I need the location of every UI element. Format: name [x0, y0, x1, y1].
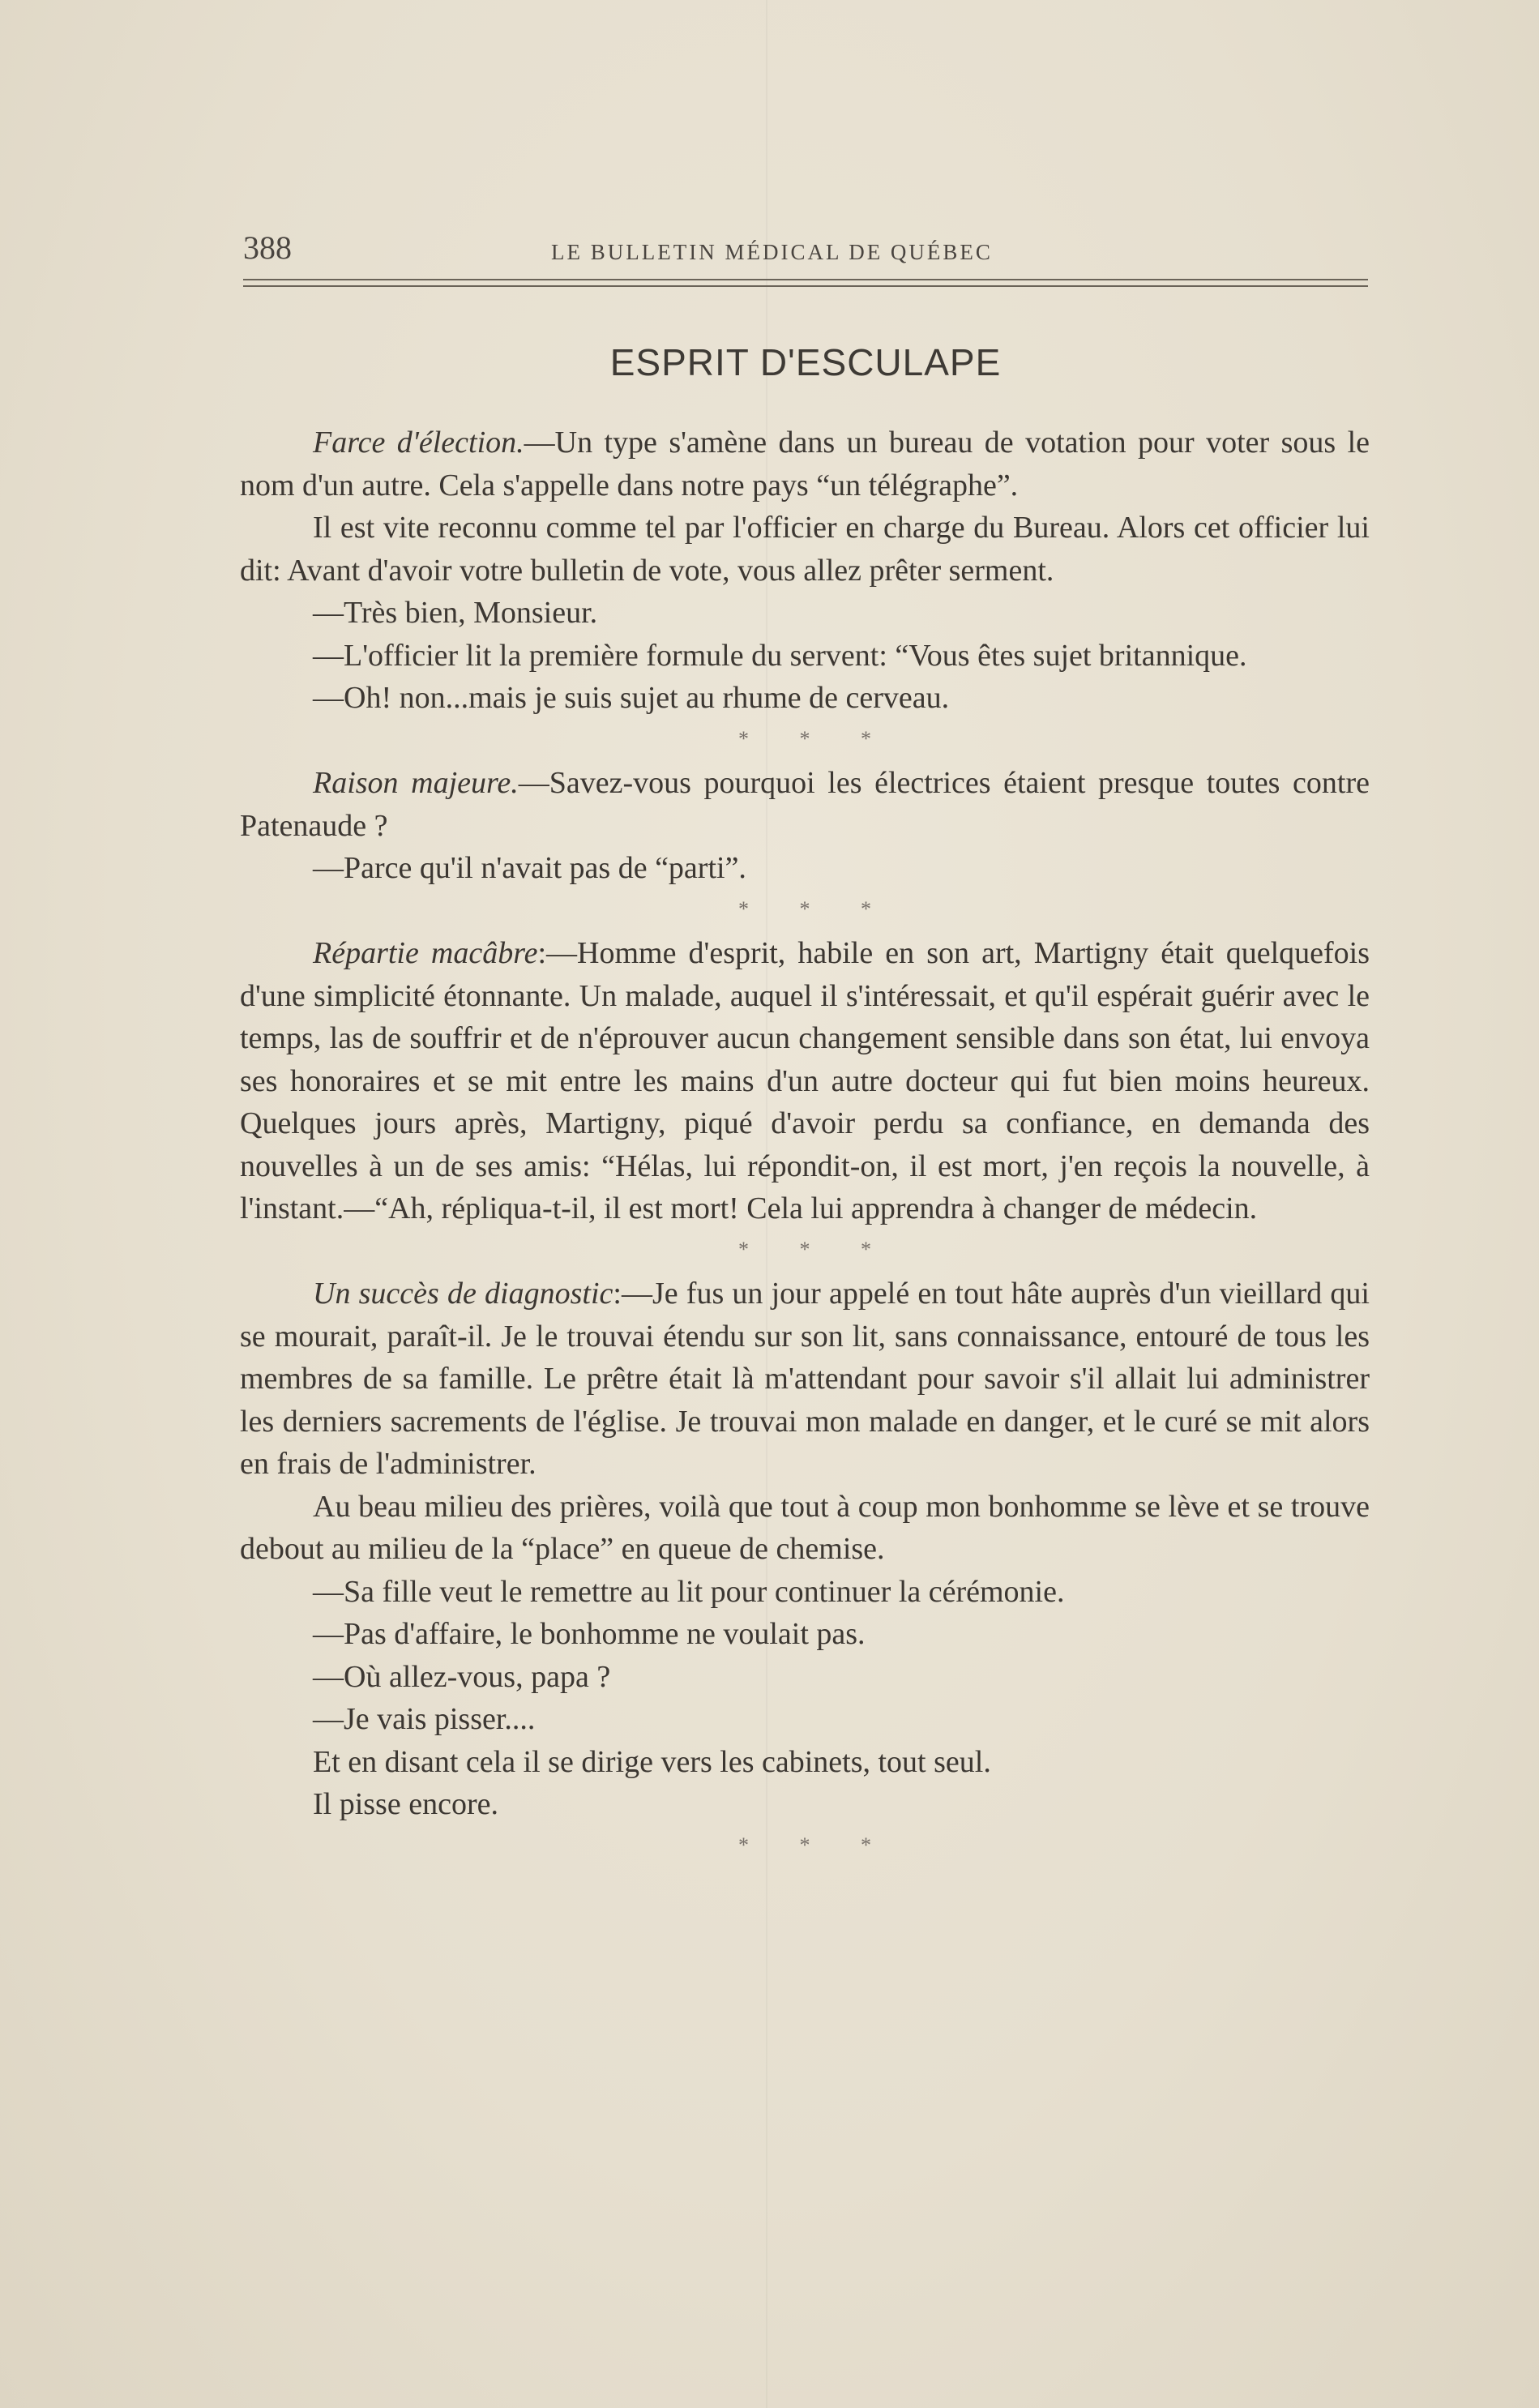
- paragraph: Au beau milieu des prières, voilà que tout à coup mon bonhomme se lève et se trouve debout au milieu de la “place” en queue de chemise.: [240, 1489, 1370, 1566]
- dialogue-line: Et en disant cela il se dirige vers les cabinets, tout seul.: [313, 1744, 991, 1779]
- page-header: [243, 229, 1368, 269]
- paragraph-text: :—Homme d'esprit, habile en son art, Martigny était quelquefois d'une simplicité étonnante. Un malade, auquel il s'intéressait, et qu'il espérait guérir avec le temps, las de souffrir et de n'éprouver aucun changement sensible dans son état, lui envoya ses honoraires et se mit entre les mains d'un autre docteur qui fut bien moins heureux. Quelques jours après, Martigny, piqué d'avoir perdu sa confiance, en demanda des nouvelles à un de ses amis: “Hélas, lui répondit-on, il est mort, j'en reçois la nouvelle, à l'instant.—“Ah, répliqua-t-il, il est mort! Cela lui apprendra à changer de médecin.: [240, 936, 1370, 1225]
- article-title: ESPRIT D'ESCULAPE: [609, 341, 1002, 383]
- header-rule-top: [243, 279, 1368, 280]
- dialogue-line: —Je vais pisser....: [313, 1702, 536, 1736]
- section-heading: Un succès de diagnostic: [313, 1277, 613, 1311]
- dialogue-line: —Où allez-vous, papa ?: [313, 1659, 611, 1694]
- section-heading: Farce d'élection.: [313, 426, 524, 460]
- running-title: LE BULLETIN MÉDICAL DE QUÉBEC: [551, 240, 993, 264]
- paragraph: [240, 421, 1370, 507]
- dialogue-line: Il pisse encore.: [313, 1787, 498, 1821]
- section-separator: * * *: [738, 896, 894, 921]
- paragraph-text: :—Je fus un jour appelé en tout hâte auprès d'un vieillard qui se mourait, paraît-il. Je le trouvai étendu sur son lit, sans connaissance, entouré de tous les membres de sa famille. Le prêtre était là m'attendant pour savoir s'il allait lui administrer les derniers sacrements de l'église. Je trouvai mon malade en danger, et le curé se mit alors en frais de l'administrer.: [240, 1277, 1370, 1481]
- dialogue-line: —Pas d'affaire, le bonhomme ne voulait pas.: [313, 1617, 866, 1651]
- paragraph: [240, 762, 1370, 847]
- article-body: [240, 421, 1370, 1868]
- dialogue-line: —Sa fille veut le remettre au lit pour continuer la cérémonie.: [313, 1574, 1065, 1609]
- section-separator: * * *: [738, 1237, 894, 1261]
- paragraph: [240, 1272, 1370, 1486]
- section-separator: * * *: [738, 726, 894, 751]
- dialogue-line: —Oh! non...mais je suis sujet au rhume de cerveau.: [313, 681, 950, 715]
- dialogue-line: —Très bien, Monsieur.: [313, 596, 598, 630]
- header-rule-bottom: [243, 285, 1368, 287]
- section-heading: Répartie macâbre: [313, 936, 538, 970]
- paragraph: Il est vite reconnu comme tel par l'officier en charge du Bureau. Alors cet officier lui dit: Avant d'avoir votre bulletin de vote, vous allez prêter serment.: [240, 511, 1370, 588]
- section-separator: * * *: [738, 1833, 894, 1857]
- dialogue-line: —Parce qu'il n'avait pas de “parti”.: [313, 851, 746, 885]
- page-number: 388: [243, 229, 292, 266]
- dialogue-line: —L'officier lit la première formule du servent: “Vous êtes sujet britannique.: [313, 638, 1247, 673]
- paragraph: [240, 932, 1370, 1230]
- paragraph-text: —Un type s'amène dans un bureau de votation pour voter sous le nom d'un autre. Cela s'appelle dans notre pays “un télégraphe”.: [240, 426, 1370, 503]
- section-heading: Raison majeure.: [313, 766, 519, 800]
- paragraph-text: —Savez-vous pourquoi les électrices étaient presque toutes contre Patenaude ?: [240, 766, 1370, 843]
